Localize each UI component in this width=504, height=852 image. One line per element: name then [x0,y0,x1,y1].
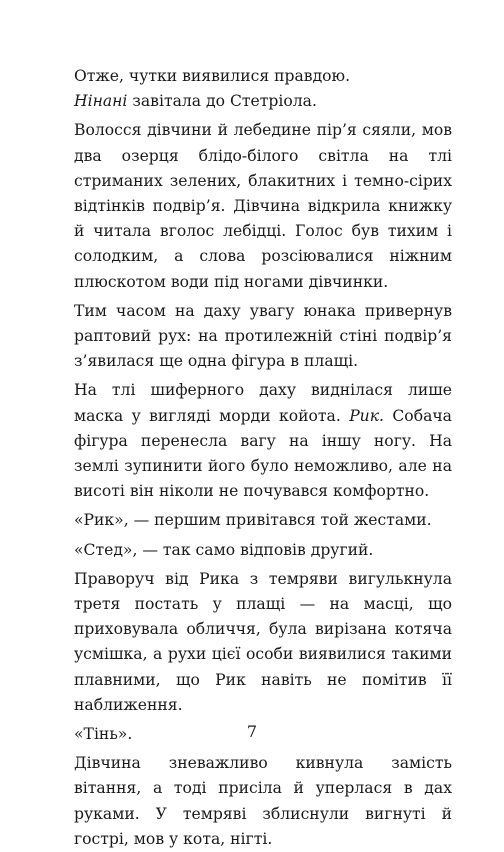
paragraph-8 [74,567,452,718]
paragraph-2-text: завітала до Стетріола. [127,92,317,111]
paragraph-10-text: Дівчина зневажливо кивнула замість вітання, а тоді присіла й уперлася в дах руками. У темряві зблиснули вигнуті й гострі, мов у кота, нігті. [74,754,452,848]
paragraph-9-text: «Тінь». [74,725,133,744]
paragraph-3-text: Волосся дівчини й лебедине пір’я сяяли, мов два озерця блідо-білого світла на тлі стриманих зелених, блакитних і темно-сірих відтінків подвір’я. Дівчина відкрила книжку й читала вголос лебідці. Голос був тихим і солодким, а слова розсіювалися ніжним плюскотом води під ногами дівчинки. [74,121,452,291]
paragraph-3 [74,118,452,294]
paragraph-5-italic-name: Рик. [349,406,384,425]
paragraph-2 [74,89,452,114]
paragraph-10 [74,751,452,852]
paragraph-4-text: Тим часом на даху увагу юнака привернув раптовий рух: на протилежній стіні подвір’я з’явилася ще одна фігура в плащі. [74,301,452,371]
page-number: 7 [246,722,258,741]
paragraph-6 [74,508,452,533]
paragraph-4 [74,299,452,375]
paragraph-5-text-before: На тлі шиферного даху виднілася лише маска у вигляді морди койота. [74,381,452,425]
paragraph-7 [74,538,452,563]
paragraph-8-text: Праворуч від Рика з темряви вигулькнула третя постать у плащі — на масці, що приховувала обличчя, була вирізана котяча усмішка, а рухи цієї особи виявилися такими плавними, що Рик навіть не помітив її наближення. [74,569,452,714]
paragraph-5-text-after: Собача фігура перенесла вагу на іншу ногу. На землі зупинити його було неможливо, але на висоті він ніколи не почувався комфортно. [74,406,452,501]
paragraph-1 [74,64,452,89]
paragraph-1-text: Отже, чутки виявилися правдою. [74,67,351,85]
paragraph-7-text: «Стед», — так само відповів другий. [74,540,374,559]
paragraph-5 [74,378,452,504]
paragraph-2-italic-name: Нінані [74,92,128,111]
paragraph-6-text: «Рик», — першим привітався той жестами. [74,511,432,530]
